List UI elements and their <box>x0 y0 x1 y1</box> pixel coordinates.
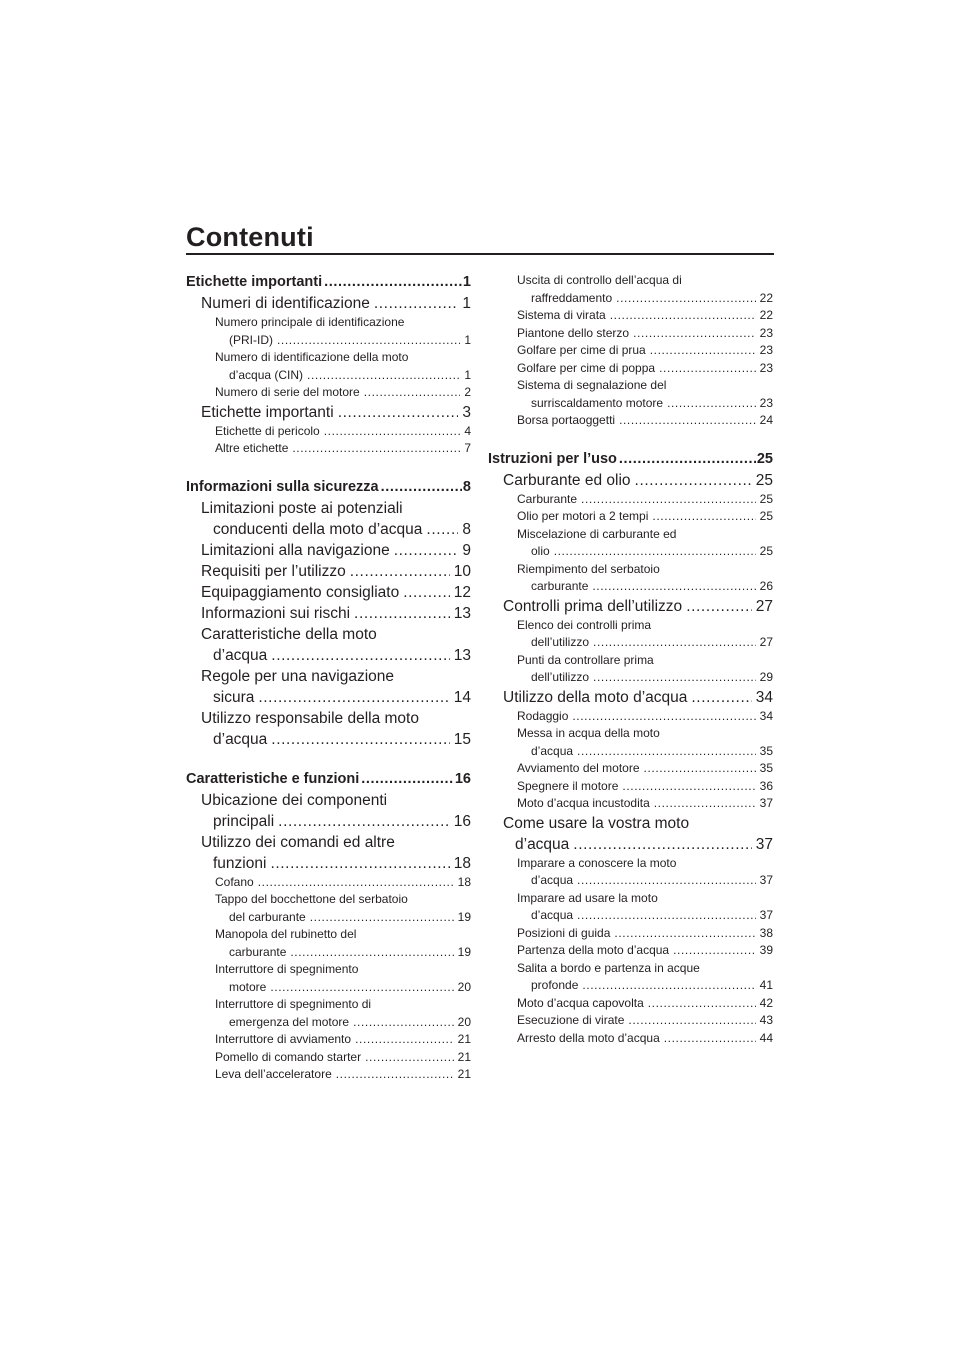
toc-page-number: 1 <box>462 274 471 290</box>
toc-entry-informazioni-sulla-sicurezza[interactable] <box>186 477 471 498</box>
toc-page-number: 18 <box>457 874 471 889</box>
toc-entry-carburante-ed-olio[interactable] <box>488 470 773 491</box>
title-divider <box>186 253 774 255</box>
leader-dots <box>686 596 752 617</box>
toc-entry-label: Ubicazione dei componenti <box>201 791 388 809</box>
toc-entry-ubicazione-dei-componenti[interactable] <box>186 790 471 832</box>
toc-page-number: 4 <box>464 423 471 438</box>
toc-entry-label: carburante <box>531 579 589 593</box>
toc-entry-label: d’acqua <box>531 743 574 758</box>
toc-entry-requisiti-per-l-utilizzo[interactable] <box>186 561 471 582</box>
toc-entry-istruzioni-per-l-uso[interactable] <box>488 449 773 470</box>
leader-dots <box>338 402 459 423</box>
toc-entry-imparare-a-conoscere-la-moto[interactable] <box>488 855 773 890</box>
leader-dots <box>361 769 454 790</box>
toc-entry-numeri-di-identificazione[interactable] <box>186 293 471 314</box>
leader-dots <box>554 543 756 561</box>
leader-dots <box>622 778 755 796</box>
leader-dots <box>355 1031 454 1049</box>
leader-dots <box>350 561 450 582</box>
toc-entry-label: Moto d’acqua incustodita <box>517 796 650 810</box>
toc-entry-label: Utilizzo della moto d’acqua <box>503 688 688 706</box>
toc-entry-salita-a-bordo-e-partenza-in-acque[interactable] <box>488 960 773 995</box>
toc-entry-come-usare-la-vostra-moto[interactable] <box>488 813 773 855</box>
toc-page-number: 37 <box>759 796 773 810</box>
toc-entry-label: Interruttore di spegnimento <box>215 962 359 976</box>
toc-page-number: 35 <box>759 743 773 758</box>
toc-entry-regole-per-una-navigazione[interactable] <box>186 666 471 708</box>
toc-page-number: 16 <box>453 812 471 830</box>
toc-entry-borsa-portaoggetti[interactable] <box>488 412 773 430</box>
toc-page-number: 42 <box>759 995 773 1010</box>
toc-page-number: 10 <box>453 562 471 580</box>
toc-page-number: 41 <box>759 978 773 992</box>
toc-entry-sistema-di-segnalazione-del[interactable] <box>488 377 773 412</box>
toc-page-number: 19 <box>457 944 471 959</box>
leader-dots <box>271 729 449 750</box>
toc-entry-utilizzo-dei-comandi-ed-altre[interactable] <box>186 832 471 874</box>
leader-dots <box>635 470 752 491</box>
toc-entry-leva-dell-acceleratore[interactable] <box>186 1066 471 1084</box>
toc-page-number: 35 <box>759 761 773 775</box>
toc-page-number: 22 <box>759 308 773 322</box>
page-title: Contenuti <box>186 222 314 252</box>
toc-page-number: 1 <box>464 332 471 347</box>
leader-dots <box>426 519 458 540</box>
toc-page-number: 25 <box>759 509 773 523</box>
leader-dots <box>592 578 755 596</box>
toc-entry-moto-d-acqua-capovolta[interactable] <box>488 995 773 1013</box>
toc-entry-label: Sistema di virata <box>517 308 606 322</box>
toc-entry-label: Golfare per cime di prua <box>517 343 646 357</box>
toc-page-number: 23 <box>759 325 773 340</box>
toc-page-number: 25 <box>759 491 773 506</box>
toc-entry-etichette-di-pericolo[interactable] <box>186 423 471 441</box>
leader-dots <box>614 925 755 943</box>
toc-entry-carburante[interactable] <box>488 491 773 509</box>
toc-entry-punti-da-controllare-prima[interactable] <box>488 652 773 687</box>
toc-entry-label: carburante <box>229 944 287 959</box>
toc-entry-controlli-prima-dell-utilizzo[interactable] <box>488 596 773 617</box>
leader-dots <box>278 811 450 832</box>
toc-page-number: 1 <box>462 295 471 312</box>
toc-page-number: 22 <box>759 290 773 305</box>
toc-entry-label: Altre etichette <box>215 441 289 455</box>
toc-entry-label: d’acqua <box>213 730 268 748</box>
toc-page-number: 8 <box>462 478 471 495</box>
toc-entry-limitazioni-alla-navigazione[interactable] <box>186 540 471 561</box>
toc-entry-label: sicura <box>213 688 255 706</box>
toc-entry-label: surriscaldamento motore <box>531 395 664 410</box>
leader-dots <box>577 743 756 761</box>
toc-page-number: 15 <box>453 730 471 748</box>
toc-entry-label: (PRI-ID) <box>229 332 273 347</box>
toc-page-number: 34 <box>755 688 773 706</box>
toc-entry-label: del carburante <box>229 909 306 924</box>
toc-page-number: 23 <box>759 395 773 410</box>
toc-entry-label: Etichette di pericolo <box>215 423 320 438</box>
toc-page-number: 21 <box>457 1067 471 1081</box>
toc-page-number: 38 <box>759 925 773 940</box>
toc-entry-label: Etichette importanti <box>201 403 334 421</box>
leader-dots <box>628 1012 755 1030</box>
toc-page-number: 9 <box>462 541 471 559</box>
toc-page-number: 21 <box>457 1032 471 1046</box>
toc-entry-label: Posizioni di guida <box>517 925 611 940</box>
toc-page-number: 2 <box>464 385 471 399</box>
toc-entry-caratteristiche-della-moto[interactable] <box>186 624 471 666</box>
toc-page-number: 7 <box>464 441 471 455</box>
toc-entry-label: d’acqua <box>213 646 268 664</box>
toc-entry-tappo-del-bocchettone-del-serbatoio[interactable] <box>186 891 471 926</box>
leader-dots <box>310 909 454 927</box>
toc-page-number: 20 <box>457 1014 471 1029</box>
toc-left-column <box>186 272 471 1084</box>
toc-entry-label: profonde <box>531 978 579 992</box>
toc-entry-label: d’acqua (CIN) <box>229 367 304 382</box>
leader-dots <box>644 760 756 778</box>
toc-page-number: 37 <box>755 835 773 853</box>
toc-entry-label: Equipaggiamento consigliato <box>201 583 400 601</box>
toc-page-number: 34 <box>759 708 773 723</box>
leader-dots <box>593 669 756 687</box>
leader-dots <box>290 944 453 962</box>
toc-page-number: 13 <box>453 646 471 664</box>
toc-entry-label: conducenti della moto d’acqua <box>213 520 423 538</box>
toc-entry-label: Cofano <box>215 874 254 889</box>
toc-entry-label: Numero principale di identificazione <box>215 315 405 329</box>
toc-entry-label: Piantone dello sterzo <box>517 325 630 340</box>
leader-dots <box>354 603 450 624</box>
toc-entry-label: Messa in acqua della moto <box>517 726 660 740</box>
leader-dots <box>659 360 756 378</box>
toc-entry-label: Utilizzo responsabile della moto <box>201 709 419 727</box>
leader-dots <box>650 342 756 360</box>
toc-entry-label: Limitazioni alla navigazione <box>201 541 390 559</box>
leader-dots <box>270 979 453 997</box>
leader-dots <box>648 995 756 1013</box>
leader-dots <box>664 1030 756 1048</box>
toc-entry-elenco-dei-controlli-prima[interactable] <box>488 617 773 652</box>
toc-entry-label: Regole per una navigazione <box>201 667 395 685</box>
toc-entry-pomello-di-comando-starter[interactable] <box>186 1049 471 1067</box>
toc-entry-utilizzo-responsabile-della-moto[interactable] <box>186 708 471 750</box>
toc-entry-riempimento-del-serbatoio[interactable] <box>488 561 773 596</box>
toc-entry-label: Pomello di comando starter <box>215 1049 362 1064</box>
toc-page-number: 23 <box>759 360 773 375</box>
leader-dots <box>403 582 450 603</box>
toc-entry-label: Interruttore di avviamento <box>215 1032 352 1046</box>
toc-entry-sistema-di-virata[interactable] <box>488 307 773 325</box>
toc-page-number: 27 <box>759 635 773 649</box>
toc-entry-label: Spegnere il motore <box>517 778 619 793</box>
toc-entry-label: funzioni <box>213 854 267 872</box>
toc-entry-avviamento-del-motore[interactable] <box>488 760 773 778</box>
toc-page-number: 25 <box>755 471 773 489</box>
toc-page-number: 24 <box>759 413 773 427</box>
toc-entry-label: Numeri di identificazione <box>201 295 370 312</box>
toc-entry-piantone-dello-sterzo[interactable] <box>488 325 773 343</box>
toc-entry-label: Imparare ad usare la moto <box>517 890 658 905</box>
toc-entry-miscelazione-di-carburante-ed[interactable] <box>488 526 773 561</box>
toc-entry-label: Carburante ed olio <box>503 471 631 489</box>
toc-entry-arresto-della-moto-d-acqua[interactable] <box>488 1030 773 1048</box>
leader-dots <box>292 440 460 458</box>
toc-entry-label: Esecuzione di virate <box>517 1013 625 1027</box>
toc-entry-interruttore-di-spegnimento-di[interactable] <box>186 996 471 1031</box>
leader-dots <box>582 977 755 995</box>
toc-entry-posizioni-di-guida[interactable] <box>488 925 773 943</box>
toc-entry-label: Caratteristiche della moto <box>201 625 377 643</box>
toc-entry-label: Riempimento del serbatoio <box>517 561 660 576</box>
toc-entry-label: principali <box>213 812 275 830</box>
toc-entry-label: Miscelazione di carburante ed <box>517 526 677 541</box>
toc-entry-caratteristiche-e-funzioni[interactable] <box>186 769 471 790</box>
toc-entry-uscita-di-controllo-dell-acqua-di[interactable] <box>488 272 773 307</box>
leader-dots <box>336 1066 454 1084</box>
toc-page-number: 25 <box>759 544 773 558</box>
toc-entry-olio-per-motori-a-2-tempi[interactable] <box>488 508 773 526</box>
toc-entry-imparare-ad-usare-la-moto[interactable] <box>488 890 773 925</box>
toc-entry-rodaggio[interactable] <box>488 708 773 726</box>
toc-page-number: 23 <box>759 343 773 357</box>
toc-entry-label: Partenza della moto d’acqua <box>517 943 670 957</box>
toc-page-number: 27 <box>755 597 773 615</box>
leader-dots <box>691 687 751 708</box>
toc-entry-label: Requisiti per l’utilizzo <box>201 562 346 580</box>
toc-entry-numero-di-serie-del-motore[interactable] <box>186 384 471 402</box>
toc-entry-label: Imparare a conoscere la moto <box>517 855 677 870</box>
toc-page-number: 39 <box>759 943 773 957</box>
toc-entry-label: Limitazioni poste ai potenziali <box>201 499 403 517</box>
toc-entry-label: dell’utilizzo <box>531 670 590 684</box>
leader-dots <box>353 1014 454 1032</box>
leader-dots <box>307 367 460 385</box>
leader-dots <box>270 853 449 874</box>
toc-entry-label: Carburante <box>517 491 578 506</box>
leader-dots <box>581 491 756 509</box>
leader-dots <box>616 290 755 308</box>
toc-page-number: 8 <box>462 520 471 538</box>
toc-entry-altre-etichette[interactable] <box>186 440 471 458</box>
toc-page-number: 37 <box>759 873 773 887</box>
toc-page-number: 12 <box>453 583 471 601</box>
toc-entry-etichette-importanti[interactable] <box>186 402 471 423</box>
toc-entry-label: d’acqua <box>531 873 574 887</box>
toc-right-column <box>488 272 773 1047</box>
toc-entry-label: Utilizzo dei comandi ed altre <box>201 833 395 851</box>
toc-entry-cofano[interactable] <box>186 874 471 892</box>
toc-entry-label: Informazioni sui rischi <box>201 604 351 622</box>
toc-entry-label: motore <box>229 979 267 994</box>
leader-dots <box>577 872 756 890</box>
leader-dots <box>324 423 461 441</box>
toc-entry-label: Controlli prima dell’utilizzo <box>503 597 683 615</box>
toc-entry-label: Golfare per cime di poppa <box>517 360 656 375</box>
toc-entry-esecuzione-di-virate[interactable] <box>488 1012 773 1030</box>
toc-entry-label: Uscita di controllo dell’acqua di <box>517 273 682 287</box>
toc-entry-label: dell’utilizzo <box>531 635 590 649</box>
leader-dots <box>572 708 755 726</box>
toc-page-number: 21 <box>457 1049 471 1064</box>
leader-dots <box>577 907 756 925</box>
toc-entry-utilizzo-della-moto-d-acqua[interactable] <box>488 687 773 708</box>
toc-entry-label: Come usare la vostra moto <box>503 814 690 832</box>
toc-entry-label: olio <box>531 544 550 558</box>
toc-entry-moto-d-acqua-incustodita[interactable] <box>488 795 773 813</box>
toc-entry-equipaggiamento-consigliato[interactable] <box>186 582 471 603</box>
toc-page-number: 1 <box>464 367 471 382</box>
leader-dots <box>365 1049 454 1067</box>
toc-entry-interruttore-di-spegnimento[interactable] <box>186 961 471 996</box>
toc-entry-label: Numero di serie del motore <box>215 385 360 399</box>
toc-entry-messa-in-acqua-della-moto[interactable] <box>488 725 773 760</box>
toc-entry-label: Numero di identificazione della moto <box>215 350 409 364</box>
leader-dots <box>277 332 460 350</box>
toc-entry-label: Interruttore di spegnimento di <box>215 997 372 1011</box>
toc-entry-interruttore-di-avviamento[interactable] <box>186 1031 471 1049</box>
toc-page-number: 3 <box>462 403 471 421</box>
leader-dots <box>667 395 756 413</box>
toc-page-number: 19 <box>457 909 471 924</box>
toc-entry-label: Olio per motori a 2 tempi <box>517 509 649 523</box>
leader-dots <box>619 412 756 430</box>
leader-dots <box>619 449 756 470</box>
toc-entry-label: Rodaggio <box>517 708 569 723</box>
leader-dots <box>610 307 756 325</box>
leader-dots <box>381 477 462 498</box>
toc-entry-label: Informazioni sulla sicurezza <box>186 478 379 495</box>
toc-entry-manopola-del-rubinetto-del[interactable] <box>186 926 471 961</box>
toc-entry-numero-principale-di-identificazione[interactable] <box>186 314 471 349</box>
toc-page-number: 20 <box>457 979 471 994</box>
leader-dots <box>258 687 449 708</box>
toc-entry-label: Avviamento del motore <box>517 761 640 775</box>
toc-entry-partenza-della-moto-d-acqua[interactable] <box>488 942 773 960</box>
toc-entry-label: d’acqua <box>531 908 574 922</box>
toc-page-number: 36 <box>759 778 773 793</box>
toc-page-number: 13 <box>453 604 471 622</box>
toc-entry-numero-di-identificazione-della-moto[interactable] <box>186 349 471 384</box>
toc-page-number: 29 <box>759 670 773 684</box>
toc-entry-label: Salita a bordo e partenza in acque <box>517 960 700 975</box>
toc-entry-label: Etichette importanti <box>186 274 323 290</box>
toc-entry-limitazioni-poste-ai-potenziali[interactable] <box>186 498 471 540</box>
toc-entry-etichette-importanti[interactable] <box>186 272 471 293</box>
toc-entry-label: Istruzioni per l’uso <box>488 450 617 467</box>
toc-entry-label: Arresto della moto d’acqua <box>517 1030 660 1045</box>
toc-page-number: 26 <box>759 579 773 593</box>
toc-entry-label: Elenco dei controlli prima <box>517 617 652 632</box>
toc-page-number: 43 <box>759 1013 773 1027</box>
toc-page-number: 37 <box>759 908 773 922</box>
leader-dots <box>593 634 756 652</box>
leader-dots <box>258 874 454 892</box>
leader-dots <box>673 942 756 960</box>
toc-entry-label: Sistema di segnalazione del <box>517 378 667 392</box>
leader-dots <box>654 795 756 813</box>
leader-dots <box>324 272 462 293</box>
toc-page-number: 16 <box>454 770 471 787</box>
toc-entry-label: Leva dell’acceleratore <box>215 1067 332 1081</box>
toc-page-number: 44 <box>759 1030 773 1045</box>
toc-entry-informazioni-sui-rischi[interactable] <box>186 603 471 624</box>
toc-entry-label: Borsa portaoggetti <box>517 413 616 427</box>
toc-entry-label: emergenza del motore <box>229 1014 350 1029</box>
toc-page-number: 14 <box>453 688 471 706</box>
toc-entry-label: Manopola del rubinetto del <box>215 927 357 941</box>
leader-dots <box>364 384 461 402</box>
toc-entry-label: raffreddamento <box>531 290 613 305</box>
toc-entry-spegnere-il-motore[interactable] <box>488 778 773 796</box>
leader-dots <box>374 293 459 314</box>
toc-entry-label: Caratteristiche e funzioni <box>186 770 360 787</box>
toc-page-number: 18 <box>453 854 471 872</box>
toc-entry-label: Punti da controllare prima <box>517 652 654 667</box>
toc-page-number: 25 <box>756 450 773 467</box>
leader-dots <box>573 834 751 855</box>
leader-dots <box>271 645 449 666</box>
toc-entry-label: d’acqua <box>515 835 570 853</box>
toc-entry-label: Tappo del bocchettone del serbatoio <box>215 892 408 906</box>
toc-entry-label: Moto d’acqua capovolta <box>517 995 644 1010</box>
toc-entry-golfare-per-cime-di-poppa[interactable] <box>488 360 773 378</box>
toc-entry-golfare-per-cime-di-prua[interactable] <box>488 342 773 360</box>
leader-dots <box>633 325 756 343</box>
leader-dots <box>394 540 459 561</box>
leader-dots <box>652 508 755 526</box>
